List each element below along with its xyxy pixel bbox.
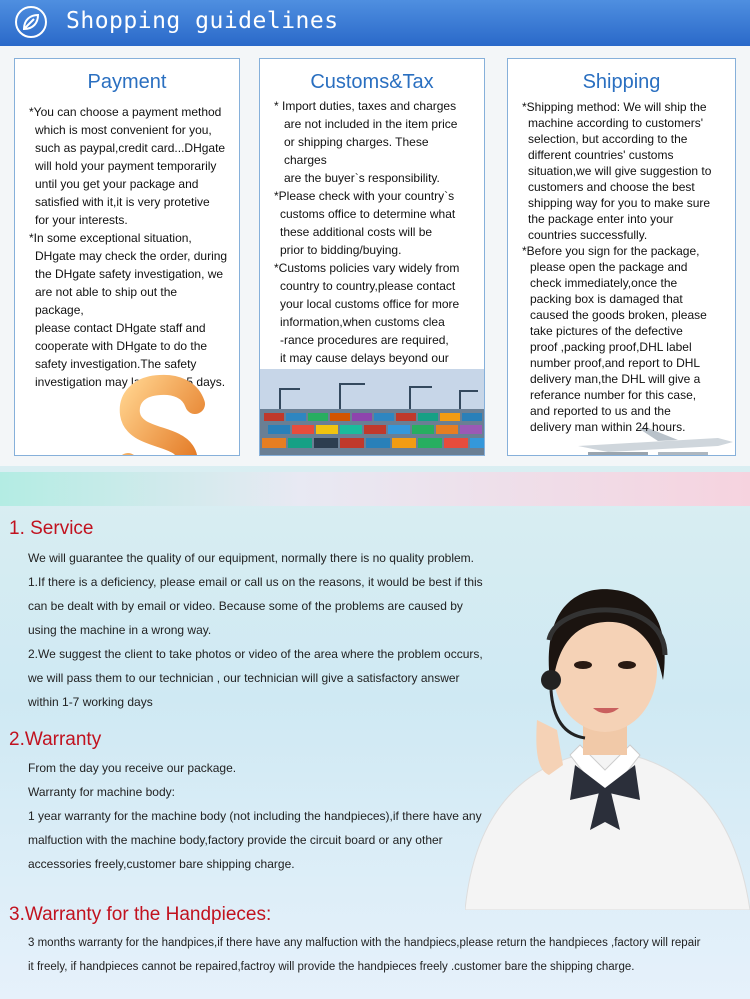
text-line: referance number for this case, — [530, 388, 697, 402]
text-line: are not included in the item price — [284, 117, 458, 131]
text-line: *You can choose a payment method — [29, 105, 222, 119]
text-line: 1 year warranty for the machine body (not including the handpieces),if there have any — [28, 809, 482, 823]
text-line: customs office to determine what — [280, 207, 456, 221]
warranty-text — [28, 756, 482, 876]
text-line: shipping way for you to make sure — [528, 196, 711, 210]
text-line: and reported to us and the — [530, 404, 671, 418]
text-line: *Please check with your country`s — [274, 189, 455, 203]
text-line: From the day you receive our package. — [28, 761, 237, 775]
text-line: accessories freely,customer bare shipping charge. — [28, 857, 295, 871]
text-line: we will pass them to our technician , our technician will give a satisfactory answer — [28, 671, 460, 685]
service-heading: 1. Service — [9, 518, 94, 539]
text-line: *Before you sign for the package, — [522, 244, 700, 258]
text-line: safety investigation.The safety — [35, 357, 197, 371]
customs-text — [274, 97, 474, 385]
service-text — [28, 546, 483, 714]
text-line: please contact DHgate staff and — [35, 321, 206, 335]
text-line: prior to bidding/buying. — [280, 243, 402, 257]
shipping-card — [507, 58, 736, 456]
payment-text — [29, 103, 229, 391]
text-line: or shipping charges. These charges — [284, 135, 429, 167]
text-line: take pictures of the defective — [530, 324, 683, 338]
text-line: investigation may last about 5 days. — [35, 375, 226, 389]
customs-card — [259, 58, 485, 456]
text-line: please open the package and — [530, 260, 688, 274]
text-line: can be dealt with by email or video. Because some of the problems are caused by — [28, 599, 463, 613]
text-line: such as paypal,credit card...DHgate — [35, 141, 226, 155]
text-line: the package enter into your — [528, 212, 674, 226]
support-agent-image — [465, 560, 750, 910]
page-title: Shopping guidelines — [66, 8, 339, 34]
text-line: DHgate may check the order, during — [35, 249, 228, 263]
text-line: until you get your package and — [35, 177, 199, 191]
text-line: it may cause delays beyond our — [280, 351, 449, 365]
dollar-sign-icon — [100, 359, 220, 456]
text-line: delivery man within 24 hours. — [530, 420, 686, 434]
text-line: * Import duties, taxes and charges — [274, 99, 457, 113]
text-line: customers and choose the best — [528, 180, 695, 194]
text-line: which is most convenient for you, — [35, 123, 212, 137]
text-line: packing box is damaged that — [530, 292, 683, 306]
text-line: caused the goods broken, please — [530, 308, 707, 322]
text-line: We will guarantee the quality of our equipment, normally there is no quality problem. — [28, 551, 475, 565]
container-port-image — [260, 369, 485, 456]
header-bar — [0, 0, 750, 46]
text-line: machine according to customers' — [528, 116, 704, 130]
text-line: selection, but according to the — [528, 132, 688, 146]
handpieces-warranty-heading: 3.Warranty for the Handpieces: — [9, 904, 272, 925]
text-line: cooperate with DHgate to do the — [35, 339, 208, 353]
text-line: malfuction with the machine body,factory provide the circuit board or any other — [28, 833, 443, 847]
text-line: 1.If there is a deficiency, please email or call us on the reasons, it would be best if this — [28, 575, 483, 589]
text-line: your local customs office for more — [280, 297, 460, 311]
divider-band — [0, 472, 750, 506]
shipping-text — [522, 99, 725, 435]
text-line: will hold your payment temporarily — [35, 159, 217, 173]
text-line: within 1-7 working days — [28, 695, 153, 709]
text-line: 2.We suggest the client to take photos or video of the area where the problem occurs, — [28, 647, 483, 661]
text-line: using the machine in a wrong way. — [28, 623, 212, 637]
text-line: check immediately,once the — [530, 276, 678, 290]
text-line: are not able to ship out the package, — [35, 285, 178, 317]
text-line: the DHgate safety investigation, we — [35, 267, 224, 281]
text-line: proof ,packing proof,DHL label — [530, 340, 692, 354]
text-line: situation,we will give suggestion to — [528, 164, 712, 178]
shipping-title: Shipping — [582, 71, 661, 93]
payment-card — [14, 58, 240, 456]
text-line: *In some exceptional situation, — [29, 231, 192, 245]
payment-title: Payment — [87, 71, 167, 93]
text-line: 3 months warranty for the handpices,if there have any malfuction with the handpiecs,please return the handpieces ,factory will repair — [28, 937, 701, 949]
handpieces-warranty-text — [28, 931, 700, 979]
text-line: countries successfully. — [528, 228, 648, 242]
text-line: number proof,and report to DHL — [530, 356, 701, 370]
text-line: information,when customs clea — [280, 315, 445, 329]
warranty-heading: 2.Warranty — [9, 729, 102, 750]
text-line: different countries' customs — [528, 148, 674, 162]
text-line: these additional costs will be — [280, 225, 433, 239]
text-line: for your interests. — [35, 213, 128, 227]
text-line: satisfied with it,it is very protetive — [35, 195, 210, 209]
text-line: country to country,please contact — [280, 279, 456, 293]
text-line: it freely, if handpieces cannot be repaired,factroy will provide the handpieces freely .customer bare the shipping charge. — [28, 961, 635, 973]
text-line: Warranty for machine body: — [28, 785, 175, 799]
leaf-logo-icon — [15, 6, 47, 38]
text-line: delivery man,the DHL will give a — [530, 372, 701, 386]
customs-title: Customs&Tax — [310, 71, 434, 93]
text-line: are the buyer`s responsibility. — [284, 171, 440, 185]
text-line: *Shipping method: We will ship the — [522, 100, 707, 114]
text-line: -rance procedures are required, — [280, 333, 449, 347]
text-line: *Customs policies vary widely from — [274, 261, 460, 275]
